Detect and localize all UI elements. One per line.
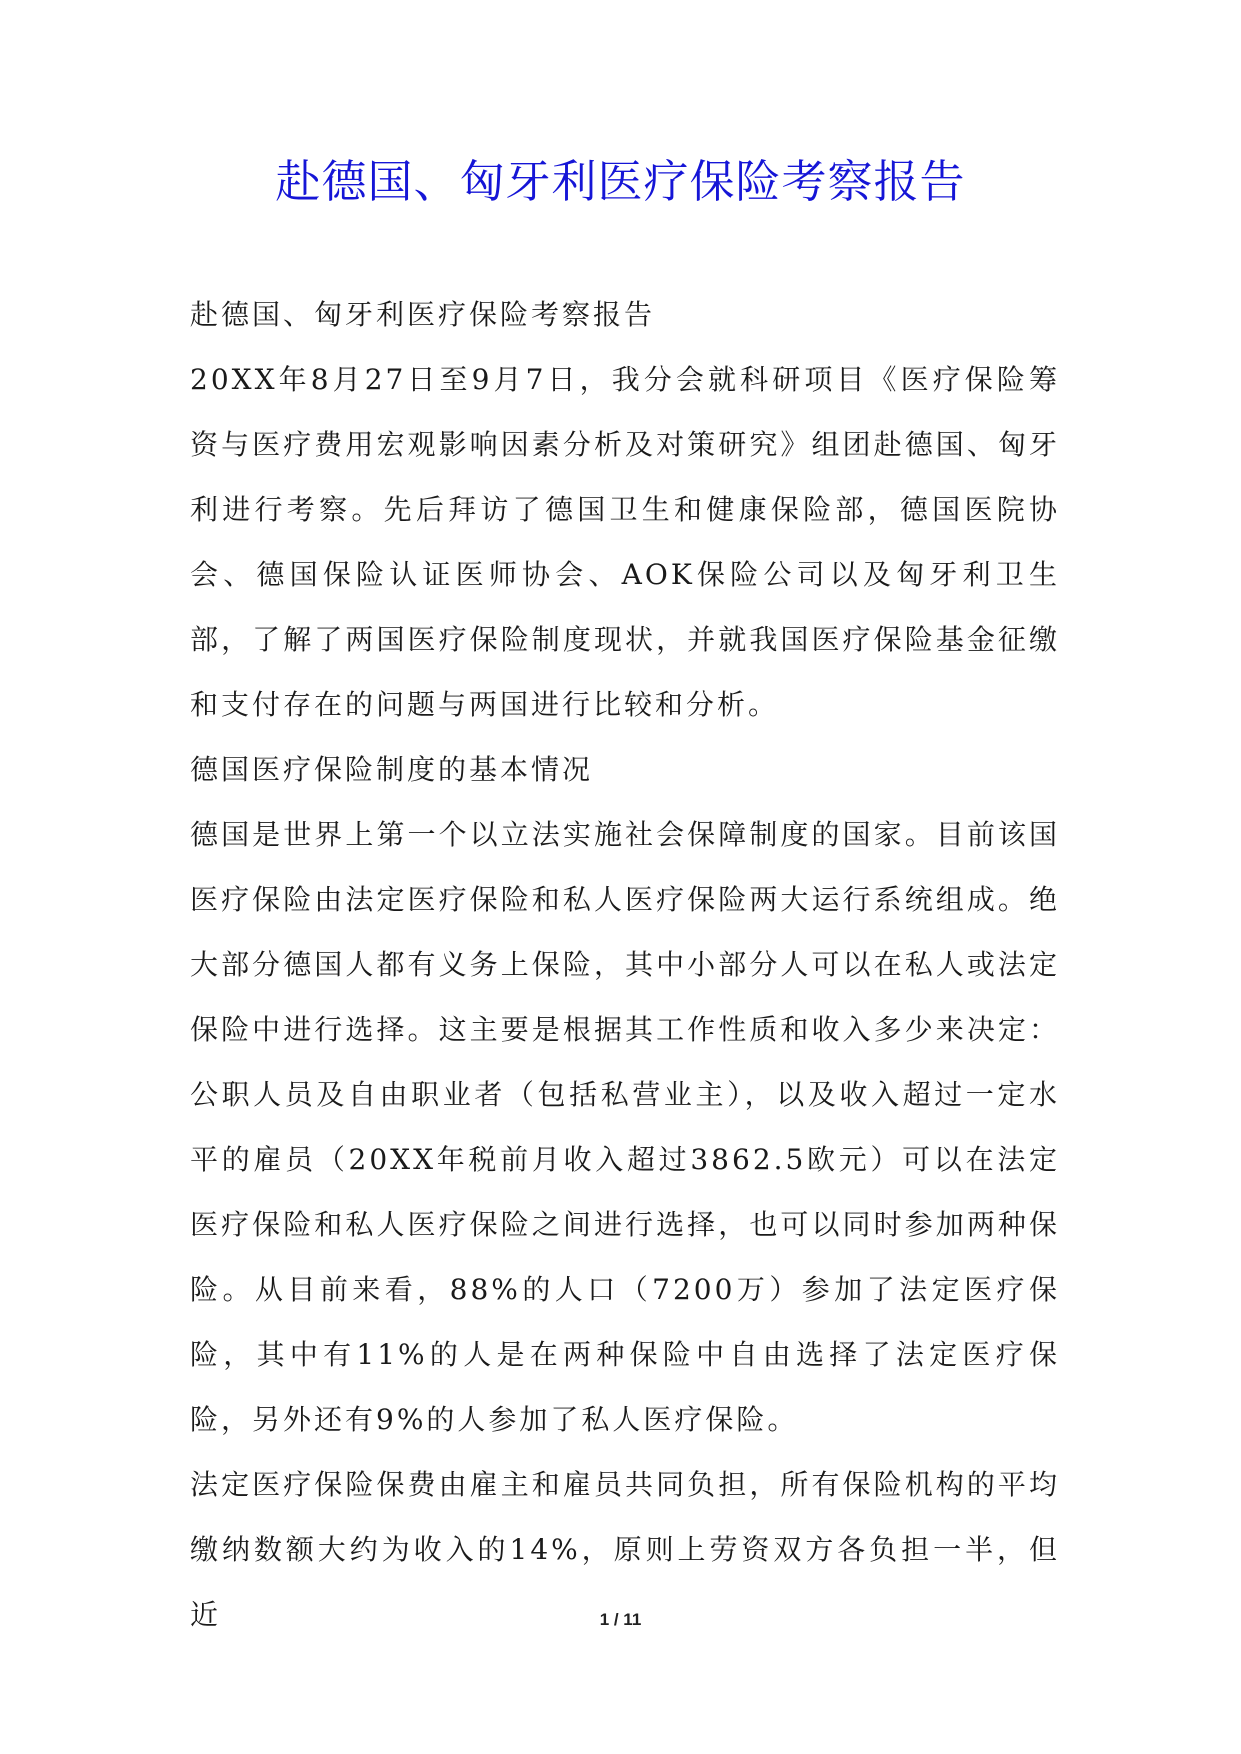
paragraph-intro: 20XX年8月27日至9月7日，我分会就科研项目《医疗保险筹资与医疗费用宏观影响因素分析及对策研究》组团赴德国、匈牙利进行考察。先后拜访了德国卫生和健康保险部，德国医院协会、德国保险认证医师协会、AOK保险公司以及匈牙利卫生部，了解了两国医疗保险制度现状，并就我国医疗保险基金征缴和支付存在的问题与两国进行比较和分析。 bbox=[190, 363, 1060, 721]
paragraph-premiums: 法定医疗保险保费由雇主和雇员共同负担，所有保险机构的平均缴纳数额大约为收入的14%，原则上劳资双方各负担一半，但近 bbox=[190, 1468, 1060, 1631]
page-number: 1 / 11 bbox=[599, 1610, 642, 1629]
document-body bbox=[190, 282, 1060, 1647]
section-heading: 德国医疗保险制度的基本情况 bbox=[190, 753, 594, 786]
paragraph-germany-overview: 德国是世界上第一个以立法实施社会保障制度的国家。目前该国医疗保险由法定医疗保险和私人医疗保险两大运行系统组成。绝大部分德国人都有义务上保险，其中小部分人可以在私人或法定保险中进行选择。这主要是根据其工作性质和收入多少来决定：公职人员及自由职业者（包括私营业主），以及收入超过一定水平的雇员（20XX年税前月收入超过3862.5欧元）可以在法定医疗保险和私人医疗保险之间进行选择，也可以同时参加两种保险。从目前来看，88%的人口（7200万）参加了法定医疗保险，其中有11%的人是在两种保险中自由选择了法定医疗保险，另外还有9%的人参加了私人医疗保险。 bbox=[190, 818, 1060, 1436]
paragraph-subtitle: 赴德国、匈牙利医疗保险考察报告 bbox=[190, 298, 656, 331]
document-title: 赴德国、匈牙利医疗保险考察报告 bbox=[275, 155, 966, 208]
